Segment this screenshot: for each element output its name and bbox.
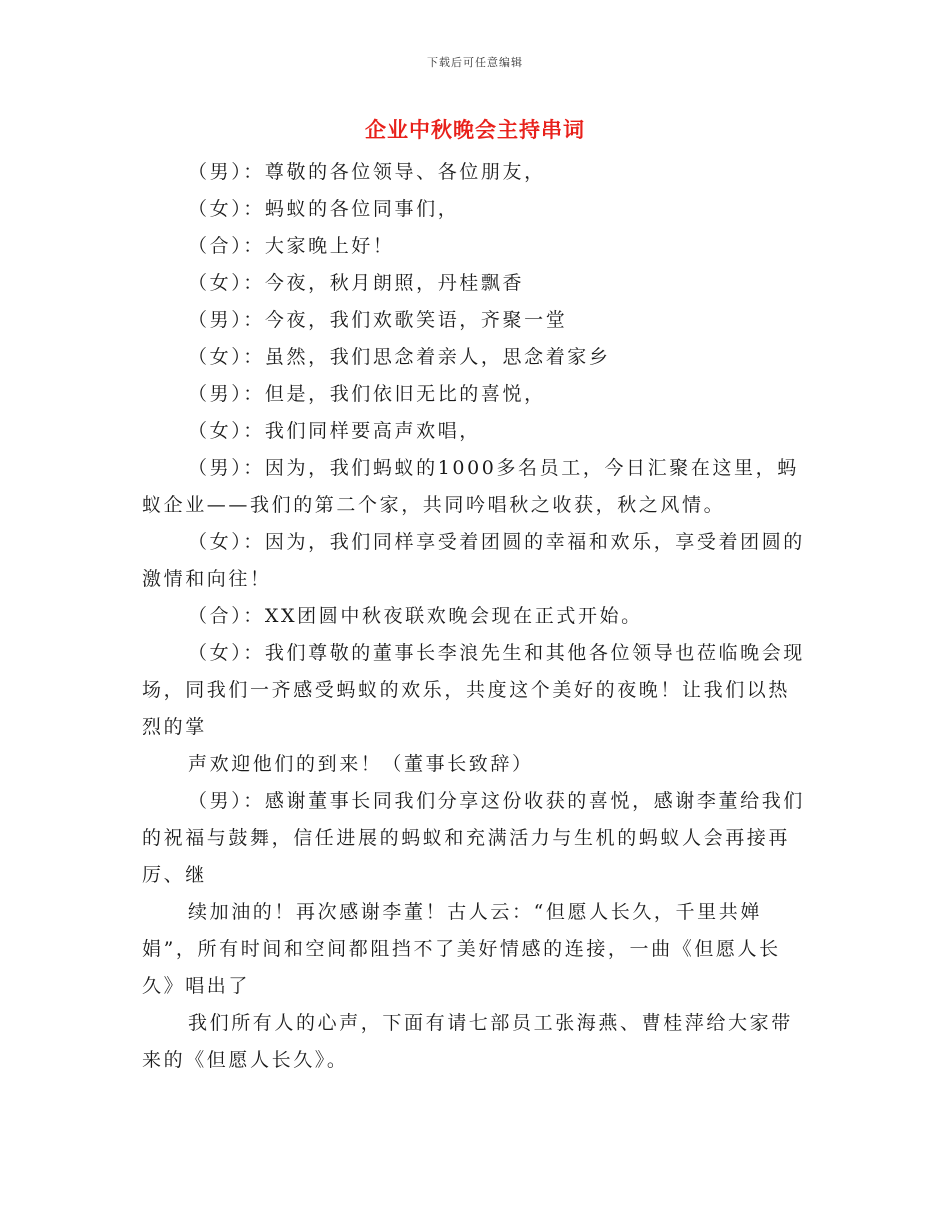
paragraph: （女）：蚂蚁的各位同事们，	[188, 198, 460, 220]
paragraph: 我们所有人的心声，下面有请七部员工张海燕、曹桂萍给大家带来的《但愿人长久》。	[142, 1012, 793, 1071]
paragraph: （女）：我们尊敬的董事长李浪先生和其他各位领导也莅临晚会现场，同我们一齐感受蚂蚁的欢乐，共度这个美好的夜晚！让我们以热烈的掌	[142, 642, 805, 738]
paragraph: （合）：大家晚上好！	[188, 235, 395, 257]
paragraph: （女）：今夜，秋月朗照，丹桂飘香	[188, 272, 525, 294]
paragraph: 声欢迎他们的到来！（董事长致辞）	[188, 753, 534, 775]
paragraph: （女）：因为，我们同样享受着团圆的幸福和欢乐，享受着团圆的激情和向往！	[142, 531, 805, 590]
paragraph: （男）：今夜，我们欢歌笑语，齐聚一堂	[188, 309, 568, 331]
download-note: 下载后可任意编辑	[427, 56, 523, 69]
paragraph: 续加油的！再次感谢李董！古人云：“但愿人长久，千里共婵娟”，所有时间和空间都阻挡不了美好情感的连接，一曲《但愿人长久》唱出了	[142, 901, 781, 997]
paragraph: （男）：尊敬的各位领导、各位朋友，	[188, 161, 546, 183]
paragraph: （女）：虽然，我们思念着亲人，思念着家乡	[188, 346, 611, 368]
paragraph: （男）：感谢董事长同我们分享这份收获的喜悦，感谢李董给我们的祝福与鼓舞，信任进展的蚂蚁和充满活力与生机的蚂蚁人会再接再厉、继	[142, 790, 805, 886]
document-body	[142, 154, 806, 1079]
paragraph: （合）：XX团圆中秋夜联欢晚会现在正式开始。	[188, 605, 643, 627]
paragraph: （男）：但是，我们依旧无比的喜悦，	[188, 383, 546, 405]
paragraph: （男）：因为，我们蚂蚁的1000多名员工，今日汇聚在这里，蚂蚁企业——我们的第二个家，共同吟唱秋之收获，秋之风情。	[142, 457, 799, 516]
document-title: 企业中秋晚会主持串词	[365, 117, 585, 142]
paragraph: （女）：我们同样要高声欢唱，	[188, 420, 481, 442]
